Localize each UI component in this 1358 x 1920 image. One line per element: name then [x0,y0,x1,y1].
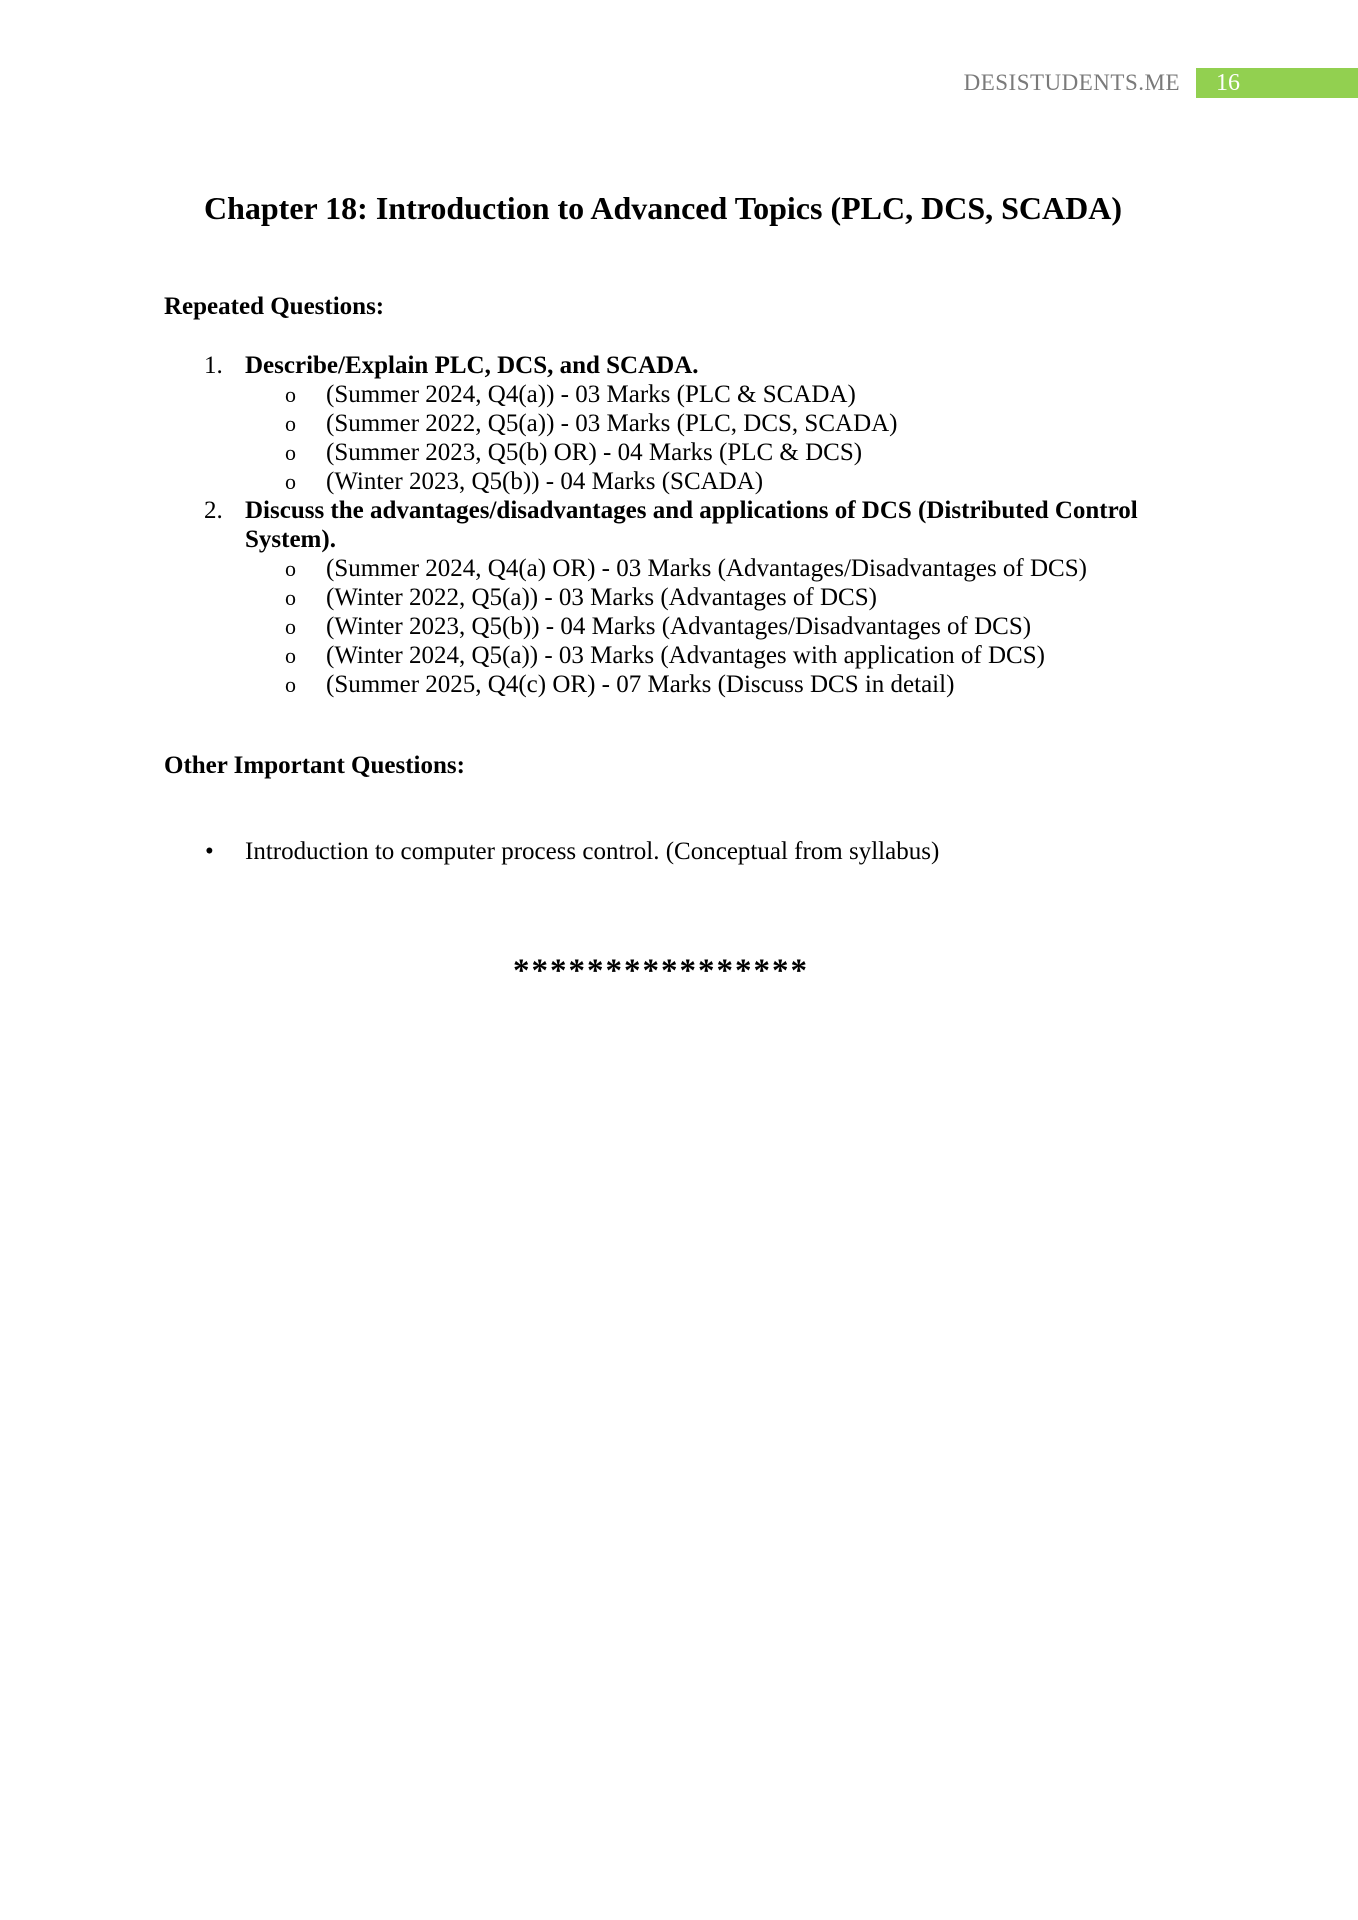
chapter-title: Chapter 18: Introduction to Advanced Topics (PLC, DCS, SCADA) [203,190,1123,226]
occurrence-text: (Winter 2023, Q5(b)) - 04 Marks (Advantages/Disadvantages of DCS) [326,613,1032,640]
circle-bullet-icon: o [285,440,296,465]
occurrence-item [245,409,1164,438]
occurrence-item [245,467,1164,496]
question-number: 2. [204,497,223,524]
circle-bullet-icon: o [285,411,296,436]
occurrence-list [245,554,1164,699]
other-question-text: Introduction to computer process control. (Conceptual from syllabus) [245,838,940,865]
occurrence-item [245,612,1164,641]
occurrence-item [245,641,1164,670]
circle-bullet-icon: o [285,672,296,697]
page-number: 16 [1196,68,1358,98]
occurrence-item [245,554,1164,583]
question-number: 1. [204,352,223,379]
occurrence-text: (Winter 2023, Q5(b)) - 04 Marks (SCADA) [326,468,764,495]
occurrence-item [245,380,1164,409]
circle-bullet-icon: o [285,643,296,668]
bullet-dot-icon: • [205,838,214,865]
circle-bullet-icon: o [285,382,296,407]
page-header [964,68,1358,98]
other-questions-list [164,837,939,866]
circle-bullet-icon: o [285,585,296,610]
occurrence-text: (Summer 2024, Q4(a)) - 03 Marks (PLC & SCADA) [326,381,856,408]
list-item [164,837,939,866]
question-item [164,496,1164,699]
occurrence-text: (Summer 2022, Q5(a)) - 03 Marks (PLC, DCS, SCADA) [326,410,898,437]
occurrence-list [245,380,1164,496]
question-item [164,351,1164,496]
repeated-questions-list [164,351,1164,699]
repeated-questions-heading: Repeated Questions: [164,293,385,320]
question-title: Describe/Explain PLC, DCS, and SCADA. [245,352,699,379]
circle-bullet-icon: o [285,614,296,639]
site-name: DESISTUDENTS.ME [963,70,1180,95]
circle-bullet-icon: o [285,556,296,581]
occurrence-text: (Winter 2022, Q5(a)) - 03 Marks (Advantages of DCS) [326,584,877,611]
occurrence-text: (Winter 2024, Q5(a)) - 03 Marks (Advantages with application of DCS) [326,642,1045,669]
occurrence-text: (Summer 2023, Q5(b) OR) - 04 Marks (PLC & DCS) [326,439,863,466]
circle-bullet-icon: o [285,469,296,494]
occurrence-item [245,670,1164,699]
occurrence-text: (Summer 2024, Q4(a) OR) - 03 Marks (Advantages/Disadvantages of DCS) [326,555,1087,582]
question-title: Discuss the advantages/disadvantages and applications of DCS (Distributed Control System). [245,497,1138,553]
occurrence-text: (Summer 2025, Q4(c) OR) - 07 Marks (Discuss DCS in detail) [326,671,955,698]
occurrence-item [245,438,1164,467]
occurrence-item [245,583,1164,612]
other-questions-heading: Other Important Questions: [164,752,465,779]
end-divider: **************** [513,953,809,989]
